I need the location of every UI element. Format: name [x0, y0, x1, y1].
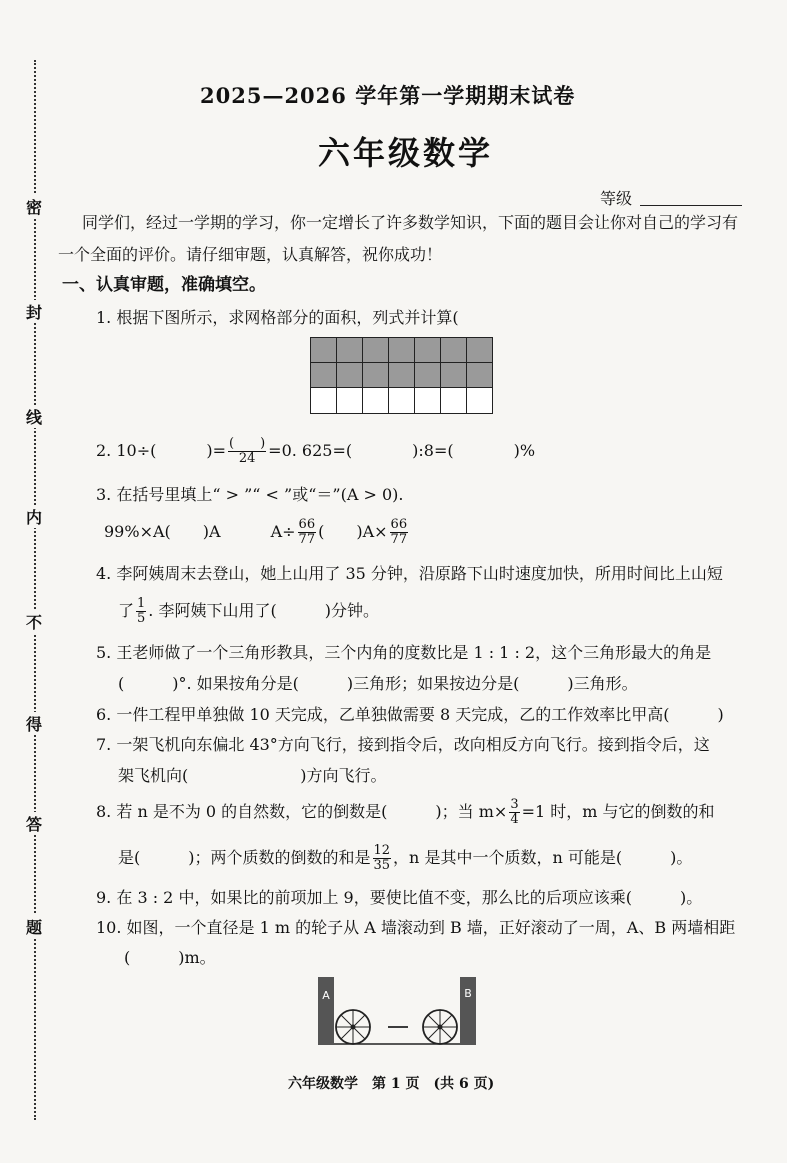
q3-frac-c-num: 66	[390, 517, 408, 532]
grid-cell-shaded	[310, 362, 337, 388]
binding-line	[34, 60, 36, 1120]
seal-char-6: 得	[26, 712, 42, 735]
q3-item-b-post: ( )A×	[318, 522, 388, 541]
q8-line1-post: =1 时，m 与它的倒数的和	[521, 802, 715, 821]
question-6: 6. 一件工程甲单独做 10 天完成，乙单独做需要 8 天完成，乙的工作效率比甲高( )	[96, 705, 724, 724]
q3-frac-b	[298, 518, 317, 547]
wheel-walls-figure	[318, 975, 488, 1050]
seal-char-7: 答	[26, 812, 42, 835]
subject-title: 六年级数学	[318, 134, 494, 172]
q2-part-b: )=	[206, 441, 227, 460]
q3-frac-b-den: 77	[298, 532, 316, 547]
grid-cell-shaded	[440, 362, 467, 388]
question-4-line1: 4. 李阿姨周末去登山，她上山用了 35 分钟，沿原路下山时速度加快，所用时间比上山短	[96, 564, 723, 583]
grid-cell-shaded	[388, 337, 415, 363]
q8-line2-pre: 是( )；两个质数的倒数的和是	[118, 848, 371, 867]
q4-post: . 李阿姨下山用了( )分钟。	[148, 601, 379, 620]
grid-cell-shaded	[336, 362, 363, 388]
q3-frac-b-num: 66	[298, 517, 316, 532]
wall-a	[318, 977, 334, 1045]
grid-cell	[466, 387, 493, 413]
grid-cell-shaded	[336, 337, 363, 363]
q8-frac2-den: 35	[373, 858, 391, 873]
question-10-line2: ( )m。	[124, 948, 216, 967]
grid-cell-shaded	[466, 337, 493, 363]
question-3-stem: 3. 在括号里填上“ > ”“ < ”或“＝”(A > 0).	[96, 485, 404, 504]
q2-part-a: 2. 10÷(	[96, 441, 157, 460]
q8-frac2	[373, 844, 392, 873]
seal-char-5: 不	[26, 610, 42, 633]
question-1: 1. 根据下图所示，求网格部分的面积，列式并计算(	[96, 308, 459, 327]
page-footer: 六年级数学 第 1 页 (共 6 页)	[288, 1076, 495, 1092]
question-2	[96, 437, 535, 466]
q8-line2-post: ，n 是其中一个质数，n 可能是( )。	[393, 848, 693, 867]
grid-cell-shaded	[388, 362, 415, 388]
question-4-line2	[118, 597, 379, 626]
q8-frac1-den: 4	[510, 812, 519, 827]
grid-cell-shaded	[414, 362, 441, 388]
q8-frac2-num: 12	[373, 843, 391, 858]
question-3-items	[104, 518, 410, 547]
grid-cell	[414, 387, 441, 413]
q2-frac-den: 24	[238, 451, 256, 466]
section-1-heading: 一、认真审题，准确填空。	[62, 275, 266, 295]
q3-item-a: 99%×A( )A	[104, 522, 221, 541]
wall-a-label: A	[322, 989, 330, 1002]
wheel-end	[423, 1010, 457, 1044]
question-9: 9. 在 3 : 2 中，如果比的前项加上 9，要使比值不变，那么比的后项应该乘( )。	[96, 888, 703, 907]
grid-cell-shaded	[362, 337, 389, 363]
q2-part-d: ):8=(	[412, 441, 454, 460]
question-7-line2: 架飞机向( )方向飞行。	[118, 766, 387, 785]
grade-blank[interactable]	[640, 205, 742, 206]
seal-char-3: 线	[26, 405, 42, 428]
question-10-line1: 10. 如图，一个直径是 1 m 的轮子从 A 墙滚动到 B 墙，正好滚动了一周，A、B 两墙相距	[96, 918, 736, 937]
q8-frac1	[509, 798, 519, 827]
q4-pre: 了	[118, 601, 135, 620]
grid-cell-shaded	[310, 337, 337, 363]
question-5-line1: 5. 王老师做了一个三角形教具，三个内角的度数比是 1 : 1 : 2，这个三角形最大的角是	[96, 643, 712, 662]
seal-char-4: 内	[26, 505, 42, 528]
q4-frac-num: 1	[137, 596, 146, 611]
q2-part-e: )%	[513, 441, 536, 460]
q8-line1-pre: 8. 若 n 是不为 0 的自然数，它的倒数是( )；当 m×	[96, 802, 508, 821]
grid-cell-shaded	[362, 362, 389, 388]
question-7-line1: 7. 一架飞机向东偏北 43°方向飞行，接到指令后，改向相反方向飞行。接到指令后，这	[96, 735, 710, 754]
wall-b-label: B	[464, 987, 472, 1000]
seal-char-2: 封	[26, 300, 42, 323]
grid-cell	[310, 387, 337, 413]
question-8-line1	[96, 798, 715, 827]
q4-fraction	[136, 597, 146, 626]
grid-cell-shaded	[440, 337, 467, 363]
intro-text: 同学们，经过一学期的学习，你一定增长了许多数学知识，下面的题目会让你对自己的学习有一个全面的评价。请仔细审题，认真解答，祝你成功！	[58, 213, 739, 264]
question-5-line2: ( )°. 如果按角分是( )三角形；如果按边分是( )三角形。	[118, 674, 638, 693]
grid-cell	[336, 387, 363, 413]
q8-frac1-num: 3	[510, 797, 519, 812]
grid-cell	[440, 387, 467, 413]
q4-frac-den: 5	[137, 611, 146, 626]
wheel-start	[336, 1010, 370, 1044]
shaded-grid-figure	[311, 338, 492, 413]
q3-item-b-pre: A÷	[270, 522, 296, 541]
grade-label: 等级	[600, 189, 633, 208]
q3-frac-c	[390, 518, 409, 547]
q2-part-c: =0. 625=(	[268, 441, 353, 460]
grid-cell	[362, 387, 389, 413]
grid-cell-shaded	[414, 337, 441, 363]
seal-char-1: 密	[26, 195, 42, 218]
q2-frac-num: ( )	[229, 436, 266, 451]
grid-cell	[388, 387, 415, 413]
question-8-line2	[118, 844, 692, 873]
exam-year-title: 2025—2026 学年第一学期期末试卷	[200, 83, 576, 108]
q2-fraction	[228, 437, 266, 466]
q3-frac-c-den: 77	[390, 532, 408, 547]
grid-cell-shaded	[466, 362, 493, 388]
seal-char-8: 题	[26, 915, 42, 938]
